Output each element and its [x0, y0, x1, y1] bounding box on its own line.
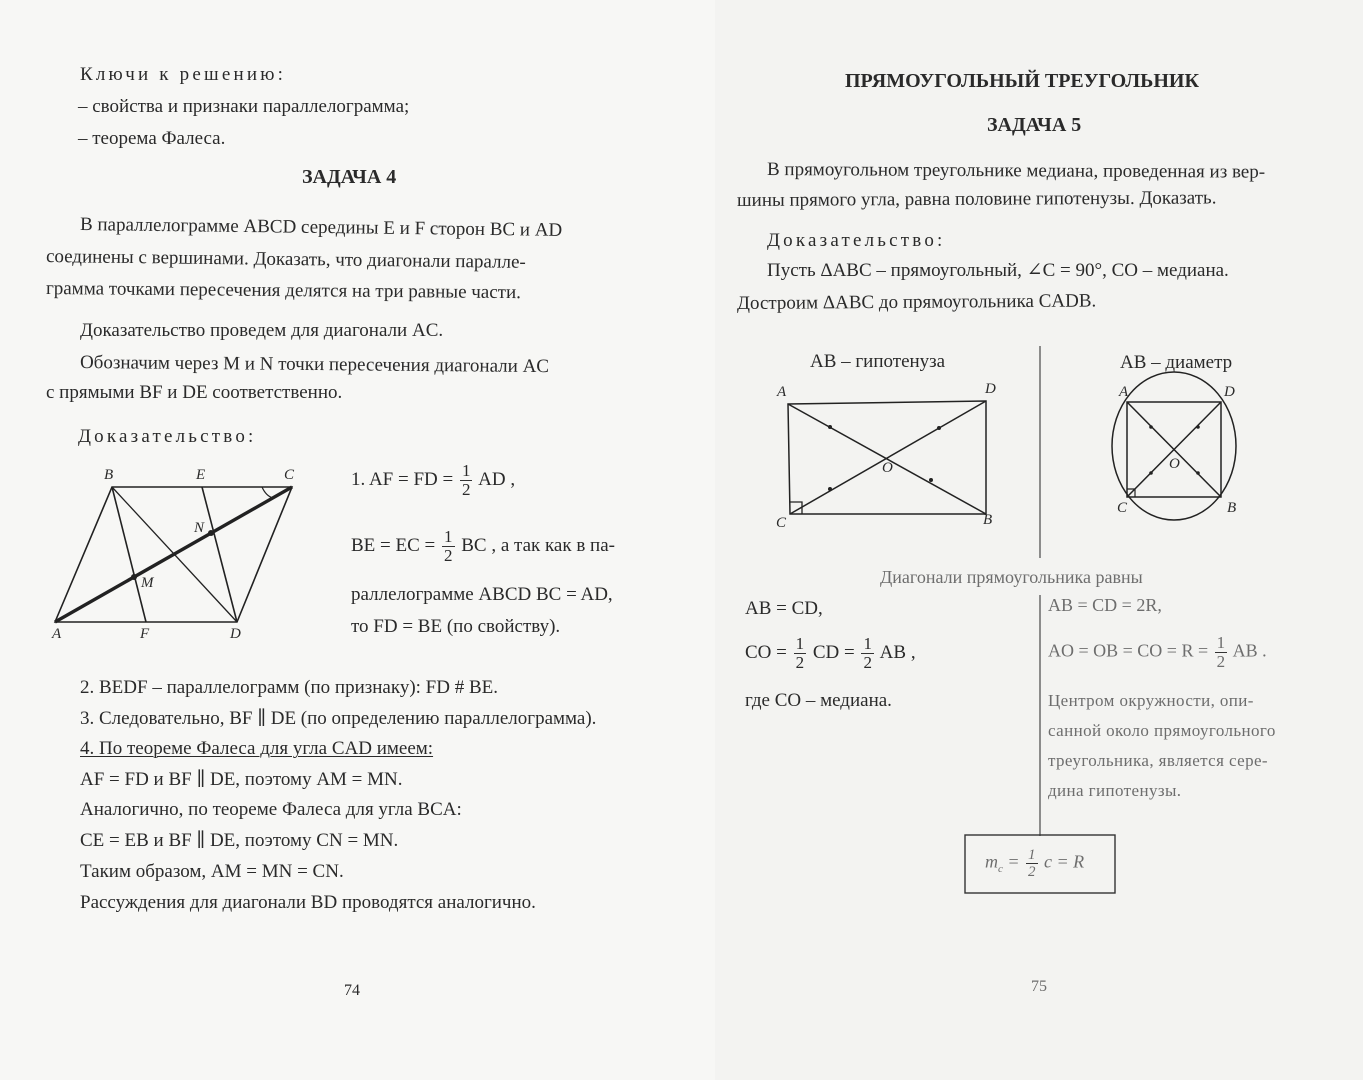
- label-N: N: [194, 520, 205, 536]
- section-title: ПРЯМОУГОЛЬНЫЙ ТРЕУГОЛЬНИК: [845, 70, 1199, 92]
- label-C: C: [284, 467, 295, 483]
- label-A: A: [52, 626, 62, 642]
- tick-mark: [1196, 425, 1200, 429]
- formula-post: AB ,: [879, 641, 916, 663]
- fraction-denominator: 2: [444, 546, 453, 565]
- diagonals-caption: Диагонали прямоугольника равны: [880, 567, 1143, 587]
- step1-pre: 1. AF = FD =: [351, 468, 454, 490]
- circumcenter-text: [1048, 686, 1276, 806]
- formula-m: m: [985, 851, 998, 872]
- tick-mark: [937, 426, 941, 430]
- label-D: D: [985, 381, 996, 397]
- fraction-denominator: 2: [863, 653, 872, 672]
- fig2-title: AB – диаметр: [1120, 352, 1233, 373]
- formula-line: AB = CD,: [745, 598, 823, 619]
- formula-line: AB = CD = 2R,: [1048, 595, 1162, 615]
- task4-text-line: грамма точками пересечения делятся на три равные части.: [45, 278, 522, 304]
- key-item: – теорема Фалеса.: [78, 128, 226, 149]
- label-D: D: [1224, 384, 1235, 400]
- tick-mark: [929, 478, 933, 482]
- label-B: B: [983, 512, 993, 528]
- formula-post: AB .: [1232, 640, 1267, 661]
- step1c-line: раллелограмме ABCD BC = AD,: [351, 584, 613, 605]
- formula-eq: =: [1007, 851, 1020, 872]
- segment-DE: [202, 487, 237, 622]
- fraction-half: [1215, 634, 1228, 671]
- step1d-line: то FD = BE (по свойству).: [351, 616, 561, 637]
- point-M: [131, 574, 137, 580]
- task4-title: ЗАДАЧА 4: [302, 166, 397, 188]
- task4-text-line: соединены с вершинами. Доказать, что диагонали паралле-: [45, 246, 526, 273]
- label-E: E: [196, 467, 206, 483]
- fraction-numerator: 1: [461, 461, 471, 480]
- fraction-numerator: 1: [444, 527, 453, 546]
- label-B: B: [1227, 500, 1237, 516]
- label-B: B: [104, 467, 114, 483]
- proof-line: Пусть ΔABC – прямоугольный, ∠C = 90°, CO – медиана.: [767, 260, 1229, 281]
- label-D: D: [230, 626, 241, 642]
- step-line: CE = EB и BF ∥ DE, поэтому CN = MN.: [80, 830, 399, 851]
- step-line: 3. Следовательно, BF ∥ DE (по определению параллелограмма).: [80, 708, 597, 729]
- step-line: 2. BEDF – параллелограмм (по признаку): FD # BE.: [80, 677, 498, 698]
- fraction-half: [861, 635, 874, 672]
- circumcircle: [1112, 372, 1236, 520]
- page-number: 75: [1031, 978, 1047, 995]
- key-item: – свойства и признаки параллелограмма;: [78, 96, 410, 117]
- keys-heading: Ключи к решению:: [80, 64, 287, 85]
- task4-text-line: В параллелограмме ABCD середины E и F сторон BC и AD: [79, 214, 563, 241]
- formula-pre: AO = OB = CO = R =: [1048, 640, 1209, 661]
- fraction-numerator: 1: [863, 634, 872, 653]
- label-C: C: [776, 515, 787, 531]
- proof-heading: Доказательство:: [767, 230, 946, 251]
- formula-sub: c: [998, 863, 1003, 876]
- tick-mark: [828, 425, 832, 429]
- task5-title: ЗАДАЧА 5: [987, 114, 1082, 136]
- tick-mark: [1149, 425, 1153, 429]
- label-A: A: [1119, 384, 1129, 400]
- diagonal-AC: [55, 487, 292, 622]
- fraction-numerator: 1: [1028, 847, 1036, 863]
- page-number: 74: [344, 982, 360, 999]
- fraction-half: [1026, 847, 1038, 880]
- tick-mark: [828, 487, 832, 491]
- segment-BF: [112, 487, 146, 622]
- fraction-denominator: 2: [1216, 652, 1226, 671]
- median-formula: [985, 847, 1084, 880]
- fraction-denominator: 2: [795, 653, 805, 672]
- formula-mid: CD =: [812, 641, 855, 663]
- angle-mark-C: [262, 487, 273, 498]
- text-line: санной около прямоугольного: [1048, 721, 1276, 740]
- formula-line: [745, 635, 916, 672]
- step-line: AF = FD и BF ∥ DE, поэтому AM = MN.: [80, 769, 403, 790]
- right-page: [715, 0, 1363, 1080]
- text-line: треугольника, является сере-: [1048, 751, 1268, 770]
- notation-line: Обозначим через M и N точки пересечения диагонали AC: [79, 352, 550, 378]
- fraction-numerator: 1: [795, 634, 805, 653]
- step-line: Рассуждения для диагонали BD проводятся аналогично.: [80, 892, 536, 913]
- text-line: Центром окружности, опи-: [1048, 691, 1254, 710]
- tick-mark: [1149, 471, 1153, 475]
- task5-text-line: шины прямого угла, равна половине гипотенузы. Доказать.: [736, 187, 1217, 211]
- fraction-numerator: 1: [1216, 633, 1226, 652]
- step1b-line: [351, 528, 615, 565]
- text-line: дина гипотенузы.: [1048, 781, 1182, 800]
- label-C: C: [1117, 500, 1128, 516]
- tick-mark: [1196, 471, 1200, 475]
- notation-line: с прямыми BF и DE соответственно.: [46, 382, 343, 403]
- label-M: M: [141, 575, 154, 591]
- step-line: Аналогично, по теореме Фалеса для угла BCA:: [80, 799, 462, 820]
- formula-pre: CO =: [745, 641, 787, 663]
- label-O: O: [882, 460, 893, 476]
- fraction-half: [442, 528, 455, 565]
- label-O: O: [1169, 456, 1180, 472]
- step1-post: AD ,: [478, 468, 516, 490]
- fraction-denominator: 2: [1028, 864, 1036, 880]
- fraction-half: [794, 635, 807, 672]
- step-line: Таким образом, AM = MN = CN.: [80, 861, 344, 882]
- fraction-half: [460, 462, 473, 499]
- label-F: F: [140, 626, 150, 642]
- rectangle-figures: [715, 0, 1363, 1080]
- proof-scope-line: Доказательство проведем для диагонали AC.: [80, 320, 444, 341]
- step1b-pre: BE = EC =: [351, 534, 436, 556]
- fig1-title: AB – гипотенуза: [810, 351, 946, 372]
- step1b-post: BC , а так как в па-: [461, 534, 615, 556]
- formula-post: c = R: [1044, 851, 1085, 872]
- proof-line: Достроим ΔABC до прямоугольника CADB.: [736, 290, 1097, 314]
- point-N: [208, 530, 214, 536]
- formula-line: [1048, 634, 1267, 671]
- proof-heading: Доказательство:: [78, 426, 257, 447]
- fraction-denominator: 2: [461, 480, 471, 499]
- step-line: 4. По теореме Фалеса для угла CAD имеем:: [80, 738, 434, 759]
- step1-line: [351, 462, 515, 499]
- label-A: A: [777, 384, 787, 400]
- task5-text-line: В прямоугольном треугольнике медиана, проведенная из вер-: [766, 159, 1266, 183]
- formula-line: где CO – медиана.: [745, 690, 892, 711]
